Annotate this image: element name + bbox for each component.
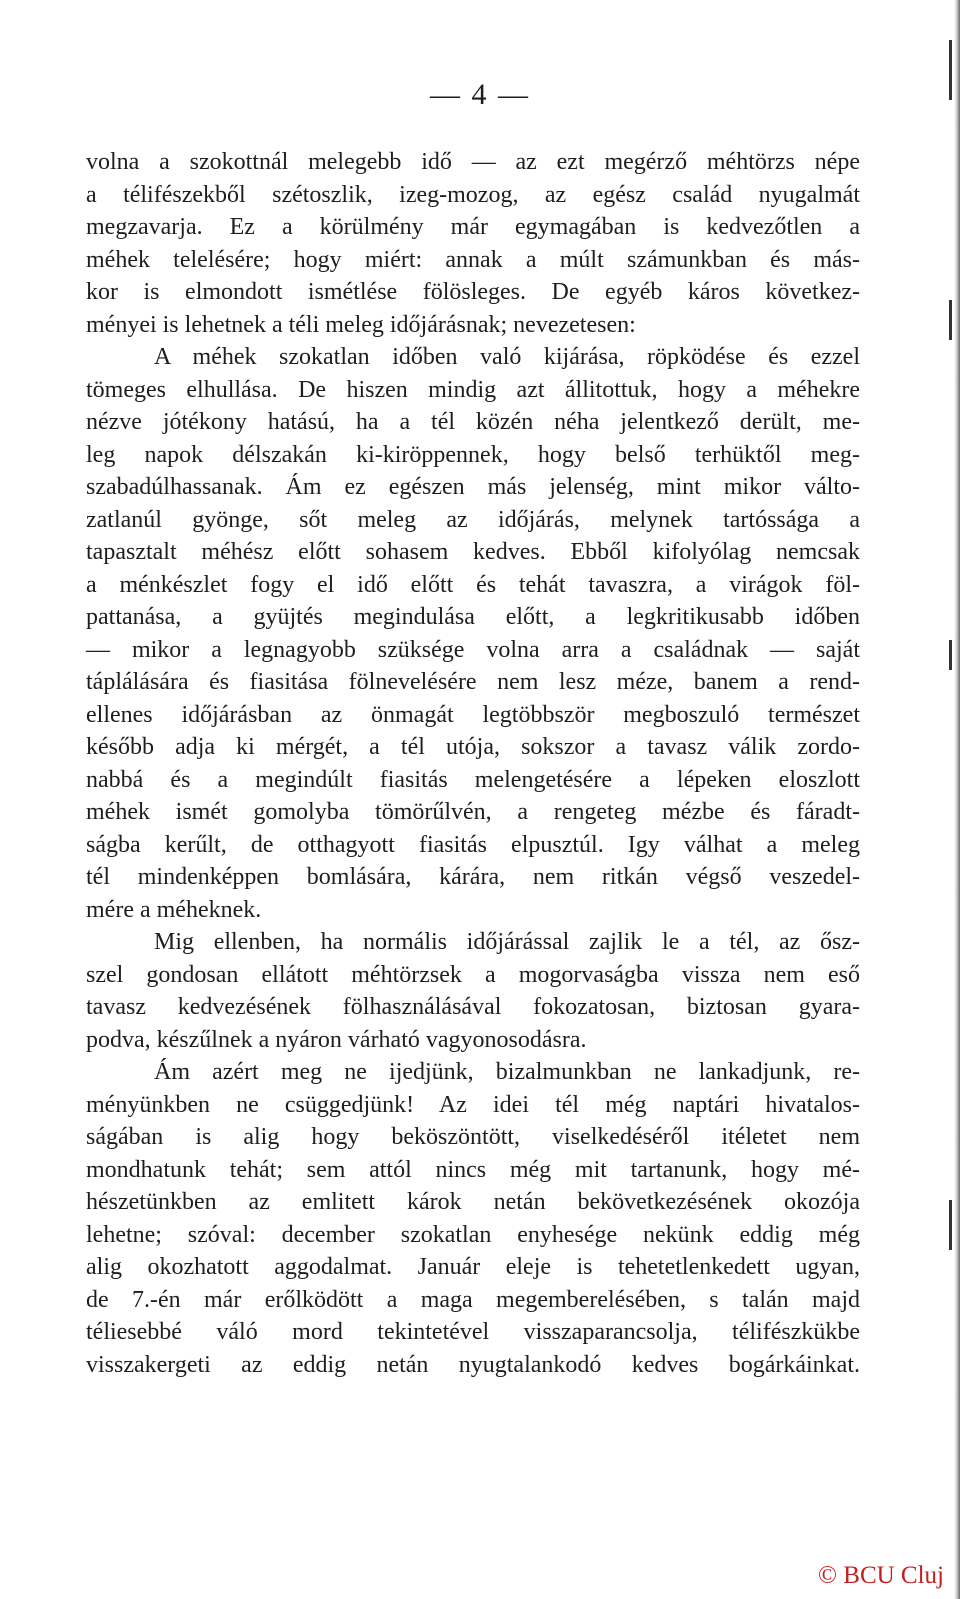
text-line: tömeges elhullása. De hiszen mindig azt állitottuk, hogy a méhekre [86,376,860,403]
text-line: podva, készűlnek a nyáron várható vagyonosodásra. [86,1026,587,1053]
text-line: Ám azért meg ne ijedjünk, bizalmunkban ne lankadjunk, re- [154,1059,860,1085]
text-line: tavasz kedvezésének fölhasználásával fokozatosan, biztosan gyara- [86,994,860,1020]
text-line: méhek ismét gomolyba tömörűlvén, a rengeteg mézbe és fáradt- [86,799,860,825]
text-line: később adja ki mérgét, a tél utója, sokszor a tavasz válik zordo- [86,734,860,760]
watermark-text: © BCU Cluj [818,1562,944,1589]
text-line: ságba kerűlt, de otthagyott fiasitás elpusztúl. Igy válhat a meleg [86,831,860,858]
text-line: táplálására és fiasitása fölnevelésére nem lesz méze, banem a rend- [86,669,860,695]
text-line: de 7.-én már erőlködött a maga megemberelésében, s talán majd [86,1286,860,1313]
text-line: nézve jótékony hatású, ha a tél közén néha jelentkező derült, me- [86,409,860,435]
text-line: — mikor a legnagyobb szüksége volna arra a családnak — saját [86,636,860,663]
edge-speck [949,300,952,340]
text-line: ságában is alig hogy beköszöntött, viselkedéséről itéletet nem [86,1124,860,1150]
text-line: kor is elmondott ismétlése fölösleges. De egyéb káros következ- [86,279,860,305]
text-line: tél mindenképpen bomlására, kárára, nem ritkán végső veszedel- [86,864,860,890]
text-line: a télifészekből szétoszlik, izeg-mozog, az egész család nyugalmát [86,181,860,208]
text-line: ményei is lehetnek a téli meleg időjárásnak; nevezetesen: [86,311,636,338]
text-line: Mig ellenben, ha normális időjárással zajlik le a tél, az ősz- [154,929,860,955]
text-line: hészetünkben az emlitett károk netán bekövetkezésének okozója [86,1189,860,1215]
text-line: szabadúlhassanak. Ám ez egészen más jelenség, mint mikor válto- [86,474,860,500]
text-line: leg napok délszakán ki-kiröppennek, hogy belső terhüktől meg- [86,441,860,468]
text-line: megzavarja. Ez a körülmény már egymagában is kedvezőtlen a [86,214,860,240]
text-line: lehetne; szóval: december szokatlan enyhesége nekünk eddig még [86,1221,860,1248]
edge-speck [949,640,952,670]
text-line: volna a szokottnál melegebb idő — az ezt megérző méhtörzs népe [86,149,860,175]
page-number: — 4 — [430,78,530,111]
text-line: nabbá és a megindúlt fiasitás melengetésére a lépeken eloszlott [86,766,860,793]
edge-speck [949,1200,952,1250]
text-line: tapasztalt méhész előtt sohasem kedves. Ebből kifolyólag nemcsak [86,539,860,565]
text-line: pattanása, a gyüjtés megindulása előtt, a legkritikusabb időben [86,604,860,630]
text-line: A méhek szokatlan időben való kijárása, röpködése és ezzel [154,344,860,370]
body-text [86,146,860,1381]
text-line: a ménkészlet fogy el idő előtt és tehát tavaszra, a virágok föl- [86,571,860,598]
text-line: méhek telelésére; hogy miért: annak a múlt számunkban és más- [86,246,860,273]
text-line: ellenes időjárásban az önmagát legtöbbször megboszuló természet [86,701,860,728]
text-line: téliesebbé váló mord tekintetével visszaparancsolja, télifészkükbe [86,1319,860,1345]
text-line: szel gondosan ellátott méhtörzsek a mogorvaságba vissza nem eső [86,961,860,988]
page-edge-shadow [954,0,960,1599]
text-line: zatlanúl gyönge, sőt meleg az időjárás, melynek tartóssága a [86,506,860,533]
text-line: mére a méheknek. [86,896,262,923]
text-line: ményünkben ne csüggedjünk! Az idei tél még naptári hivatalos- [86,1091,860,1118]
text-line: visszakergeti az eddig netán nyugtalankodó kedves bogárkáinkat. [86,1351,860,1378]
text-line: mondhatunk tehát; sem attól nincs még mit tartanunk, hogy mé- [86,1156,860,1183]
text-line: alig okozhatott aggodalmat. Január eleje is tehetetlenkedett ugyan, [86,1254,860,1280]
edge-speck [949,40,952,100]
